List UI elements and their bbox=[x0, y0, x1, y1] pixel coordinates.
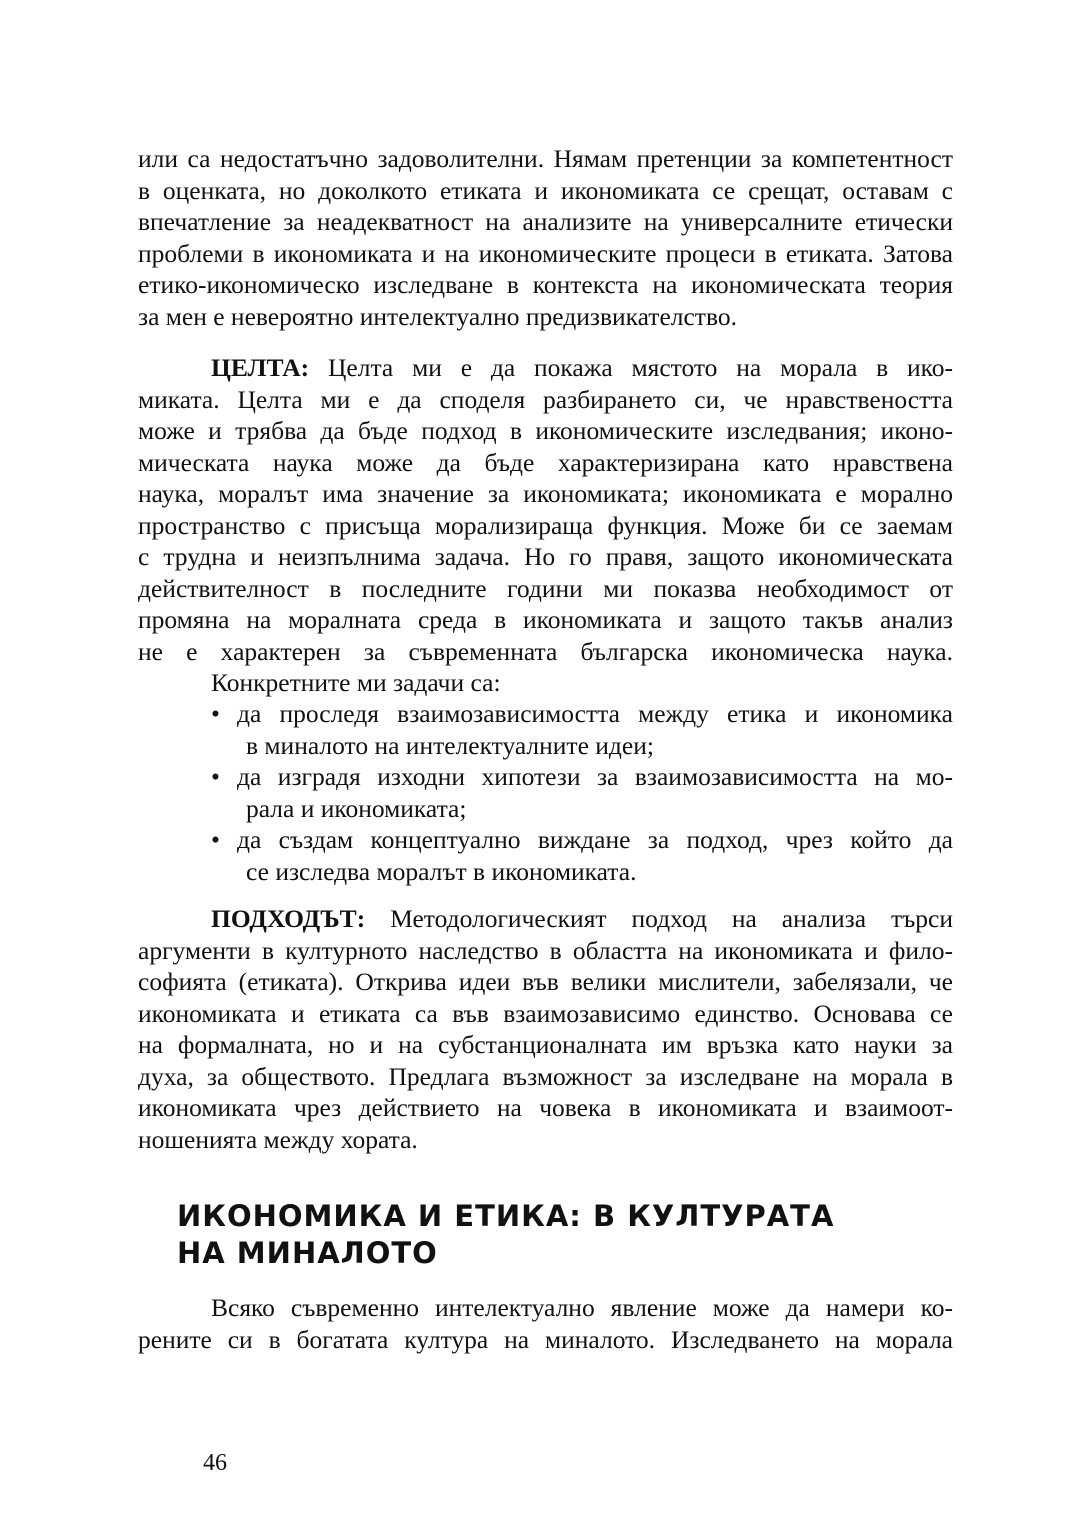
list-item-text: да създам концептуално виждане за подход, чрез който да bbox=[237, 825, 953, 854]
text-line: ношенията между хората. bbox=[138, 1124, 418, 1154]
text-line: рените си в богатата култура на миналото. Изследването на морала bbox=[138, 1324, 953, 1354]
section-heading-line: ИКОНОМИКА И ЕТИКА: В КУЛТУРАТА bbox=[177, 1199, 835, 1233]
tasks-intro: Конкретните ми задачи са: bbox=[211, 668, 501, 697]
section-heading-line: НА МИНАЛОТО bbox=[177, 1236, 438, 1270]
list-item-continuation bbox=[211, 856, 953, 888]
list-item bbox=[211, 761, 953, 793]
text-line: на формалната, но и на субстанционалната им връзка като науки за bbox=[138, 1030, 953, 1059]
list-item-continuation bbox=[211, 793, 953, 825]
text-line bbox=[138, 352, 953, 384]
section-paragraph bbox=[138, 1292, 953, 1355]
text-line: аргументи в културното наследство в областта на икономиката и фило- bbox=[138, 935, 953, 965]
bullet-icon: • bbox=[211, 762, 220, 791]
text-line: Всяко съвременно интелектуално явление може да намери ко- bbox=[211, 1293, 953, 1322]
text-line: наука, моралът има значение за икономиката; икономиката е морално bbox=[138, 479, 953, 508]
approach-paragraph bbox=[138, 903, 953, 1155]
section-heading bbox=[177, 1198, 834, 1272]
goal-paragraph bbox=[138, 352, 953, 699]
text-line: промяна на моралната среда в икономиката и защото такъв анализ bbox=[138, 605, 953, 634]
text-line: етико-икономическо изследване в контекста на икономическата теория bbox=[138, 270, 953, 299]
goal-label: ЦЕЛТА: bbox=[211, 353, 310, 382]
text-line: може и трябва да бъде подход в икономическите изследвания; иконо- bbox=[138, 416, 953, 445]
text-line: впечатление за неадекватност на анализите на универсалните етически bbox=[138, 207, 953, 236]
list-item-continuation bbox=[211, 730, 953, 762]
approach-first-line-text: Методологическият подход на анализа търси bbox=[365, 904, 953, 933]
text-line: миката. Целта ми е да споделя разбирането си, че нравствеността bbox=[138, 384, 953, 414]
bullet-icon: • bbox=[211, 825, 220, 854]
list-item-text: се изследва моралът в икономиката. bbox=[246, 856, 637, 886]
text-line: мическата наука може да бъде характеризирана като нравствена bbox=[138, 447, 953, 477]
text-line: с трудна и неизпълнима задача. Но го правя, защото икономическата bbox=[138, 542, 953, 571]
page-number: 46 bbox=[203, 1450, 227, 1476]
text-line: пространство с присъща морализираща функция. Може би се заемам bbox=[138, 510, 953, 540]
text-line: или са недостатъчно задоволителни. Нямам претенции за компетентност bbox=[138, 144, 953, 173]
text-line: духа, за обществото. Предлага възможност за изследване на морала в bbox=[138, 1061, 953, 1091]
text-line: софията (етиката). Открива идеи във велики мислители, забелязали, че bbox=[138, 967, 953, 996]
text-line bbox=[138, 903, 953, 935]
list-item-text: да изградя изходни хипотези за взаимозависимостта на мо- bbox=[237, 762, 953, 791]
text-line: действителност в последните години ми показва необходимост от bbox=[138, 573, 953, 603]
list-item bbox=[211, 698, 953, 730]
text-line: в оценката, но доколкото етиката и икономиката се срещат, оставам с bbox=[138, 175, 953, 205]
list-item-text: да проследя взаимозависимостта между етика и икономика bbox=[237, 699, 953, 728]
list-item-text: рала и икономиката; bbox=[246, 793, 467, 823]
goal-first-line-text: Целта ми е да покажа мястото на морала в ико- bbox=[309, 353, 953, 382]
intro-paragraph bbox=[138, 143, 953, 332]
bullet-icon: • bbox=[211, 699, 220, 728]
text-line: проблеми в икономиката и на икономическите процеси в етиката. Затова bbox=[138, 238, 953, 268]
text-line: не е характерен за съвременната българска икономическа наука. bbox=[138, 636, 953, 666]
tasks-list bbox=[211, 698, 953, 887]
approach-label: ПОДХОДЪТ: bbox=[211, 904, 366, 933]
list-item bbox=[211, 824, 953, 856]
text-line: икономиката и етиката са във взаимозависимо единство. Основава се bbox=[138, 998, 953, 1028]
text-line: за мен е невероятно интелектуално предизвикателство. bbox=[138, 301, 737, 331]
list-item-text: в миналото на интелектуалните идеи; bbox=[246, 730, 654, 760]
text-line: икономиката чрез действието на човека в икономиката и взаимоот- bbox=[138, 1093, 953, 1122]
